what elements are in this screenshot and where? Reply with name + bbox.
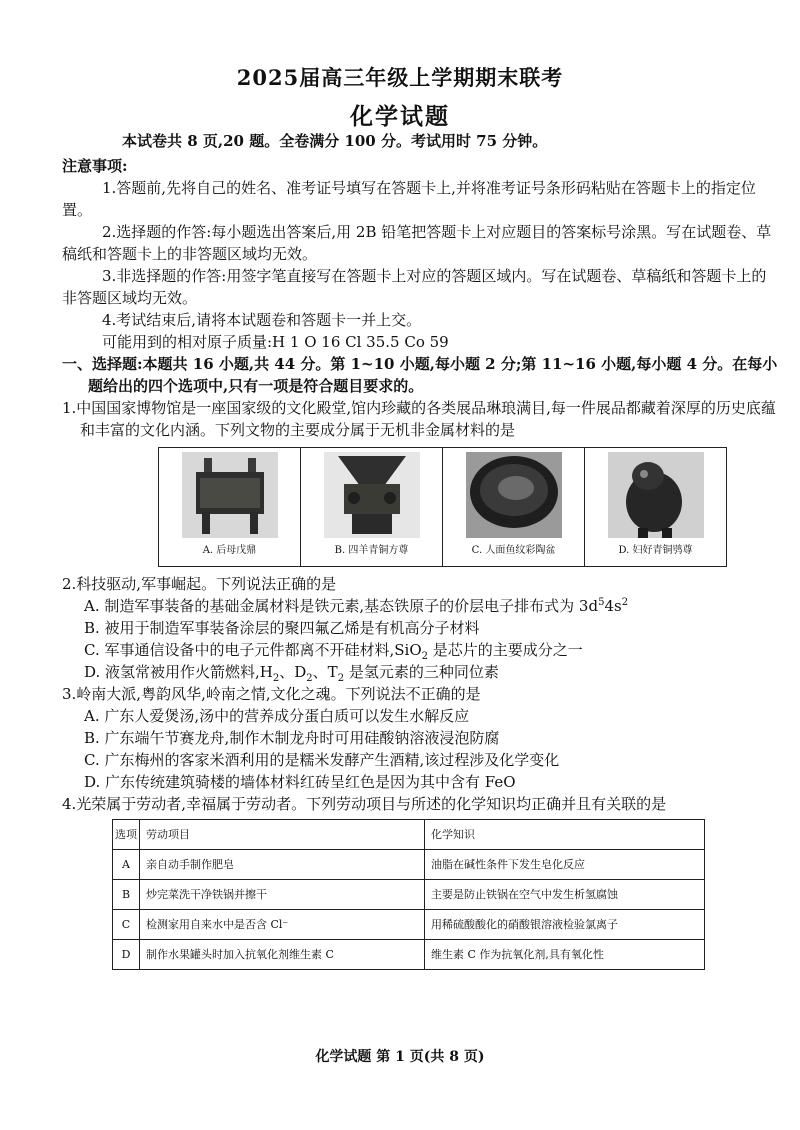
table-cell: A (113, 850, 140, 880)
table-cell: 制作水果罐头时加入抗氧化剂维生素 C (140, 940, 425, 970)
pottery-basin-image (466, 452, 562, 538)
table-cell: C (113, 910, 140, 940)
subject-title: 化学试题 (350, 103, 450, 130)
artifact-caption: A. 后母戊鼎 (202, 545, 257, 556)
question-2-option-a: A. 制造军事装备的基础金属材料是铁元素,基态铁原子的价层电子排布式为 $3d^54s^2$ (84, 597, 629, 615)
table-row (113, 910, 705, 940)
question-2-option-b: B. 被用于制造军事装备涂层的聚四氟乙烯是有机高分子材料 (84, 619, 480, 637)
question-2-stem: 2.科技驱动,军事崛起。下列说法正确的是 (62, 575, 337, 593)
table-header: 劳动项目 (140, 820, 425, 850)
table-header: 化学知识 (425, 820, 705, 850)
page-footer: 化学试题 第 1 页(共 8 页) (315, 1049, 485, 1065)
table-row (113, 880, 705, 910)
artifact-a (159, 448, 301, 567)
atomic-masses: 可能用到的相对原子质量:H 1 O 16 Cl 35.5 Co 59 (102, 333, 449, 351)
note-item: 2.选择题的作答:每小题选出答案后,用 2B 铅笔把答题卡上对应题目的答案标号涂黑。写在试题卷、草稿纸和答题卡上的非答题区域均无效。 (62, 223, 772, 263)
artifact-table (158, 447, 727, 567)
exam-content (62, 155, 780, 970)
question-3-option-a: A. 广东人爱煲汤,汤中的营养成分蛋白质可以发生水解反应 (84, 707, 470, 725)
bronze-owl-zun-image (608, 452, 704, 538)
artifact-d (585, 448, 727, 567)
bronze-zun-image (324, 452, 420, 538)
table-row (113, 850, 705, 880)
artifact-caption: C. 人面鱼纹彩陶盆 (471, 545, 556, 556)
table-cell: 亲自动手制作肥皂 (140, 850, 425, 880)
notes-heading: 注意事项: (62, 157, 128, 175)
section-heading: 一、选择题:本题共 16 小题,共 44 分。第 1~10 小题,每小题 2 分;第 11~16 小题,每小题 4 分。在每小题给出的四个选项中,只有一项是符合题目要求的。 (62, 355, 778, 395)
table-cell: 油脂在碱性条件下发生皂化反应 (425, 850, 705, 880)
note-item: 3.非选择题的作答:用签字笔直接写在答题卡上对应的答题区域内。写在试题卷、草稿纸和答题卡上的非答题区域均无效。 (62, 267, 767, 307)
artifact-b (301, 448, 443, 567)
question-2-option-c: C. 军事通信设备中的电子元件都离不开硅材料,SiO$_2$ 是芯片的主要成分之一 (84, 641, 583, 662)
question-4-stem: 4.光荣属于劳动者,幸福属于劳动者。下列劳动项目与所述的化学知识均正确并且有关联的是 (62, 795, 667, 813)
question-1-stem: 1.中国国家博物馆是一座国家级的文化殿堂,馆内珍藏的各类展品琳琅满目,每一件展品都藏着深厚的历史底蕴和丰富的文化内涵。下列文物的主要成分属于无机非金属材料的是 (62, 399, 776, 439)
table-cell: 主要是防止铁锅在空气中发生析氢腐蚀 (425, 880, 705, 910)
bronze-ding-image (182, 452, 278, 538)
question-3-option-b: B. 广东端午节赛龙舟,制作木制龙舟时可用硅酸钠溶液浸泡防腐 (84, 729, 500, 747)
question-3-option-c: C. 广东梅州的客家米酒利用的是糯米发酵产生酒精,该过程涉及化学变化 (84, 751, 560, 769)
artifact-caption: D. 妇好青铜鸮尊 (618, 545, 693, 556)
exam-title: 2025届高三年级上学期期末联考 (236, 65, 564, 90)
table-cell: 用稀硫酸酸化的硝酸银溶液检验氯离子 (425, 910, 705, 940)
table-cell: 维生素 C 作为抗氧化剂,具有氧化性 (425, 940, 705, 970)
table-cell: 炒完菜洗干净铁锅并擦干 (140, 880, 425, 910)
note-item: 4.考试结束后,请将本试题卷和答题卡一并上交。 (102, 311, 422, 329)
table-header: 选项 (113, 820, 140, 850)
artifact-caption: B. 四羊青铜方尊 (334, 545, 409, 556)
artifact-c (443, 448, 585, 567)
question-3-stem: 3.岭南大派,粤韵风华,岭南之情,文化之魂。下列说法不正确的是 (62, 685, 481, 703)
table-header-row (113, 820, 705, 850)
table-cell: D (113, 940, 140, 970)
table-cell: B (113, 880, 140, 910)
table-row (113, 940, 705, 970)
labor-table (112, 819, 705, 970)
question-2-option-d: D. 液氢常被用作火箭燃料$,H_2$、$D_2$、$T_2$ 是氢元素的三种同位素 (84, 663, 499, 684)
note-item: 1.答题前,先将自己的姓名、准考证号填写在答题卡上,并将准考证号条形码粘贴在答题卡上的指定位置。 (62, 179, 756, 219)
exam-info: 本试卷共 8 页,20 题。全卷满分 100 分。考试用时 75 分钟。 (122, 132, 548, 150)
question-3-option-d: D. 广东传统建筑骑楼的墙体材料红砖呈红色是因为其中含有 FeO (84, 773, 516, 791)
table-cell: 检测家用自来水中是否含 Cl⁻ (140, 910, 425, 940)
